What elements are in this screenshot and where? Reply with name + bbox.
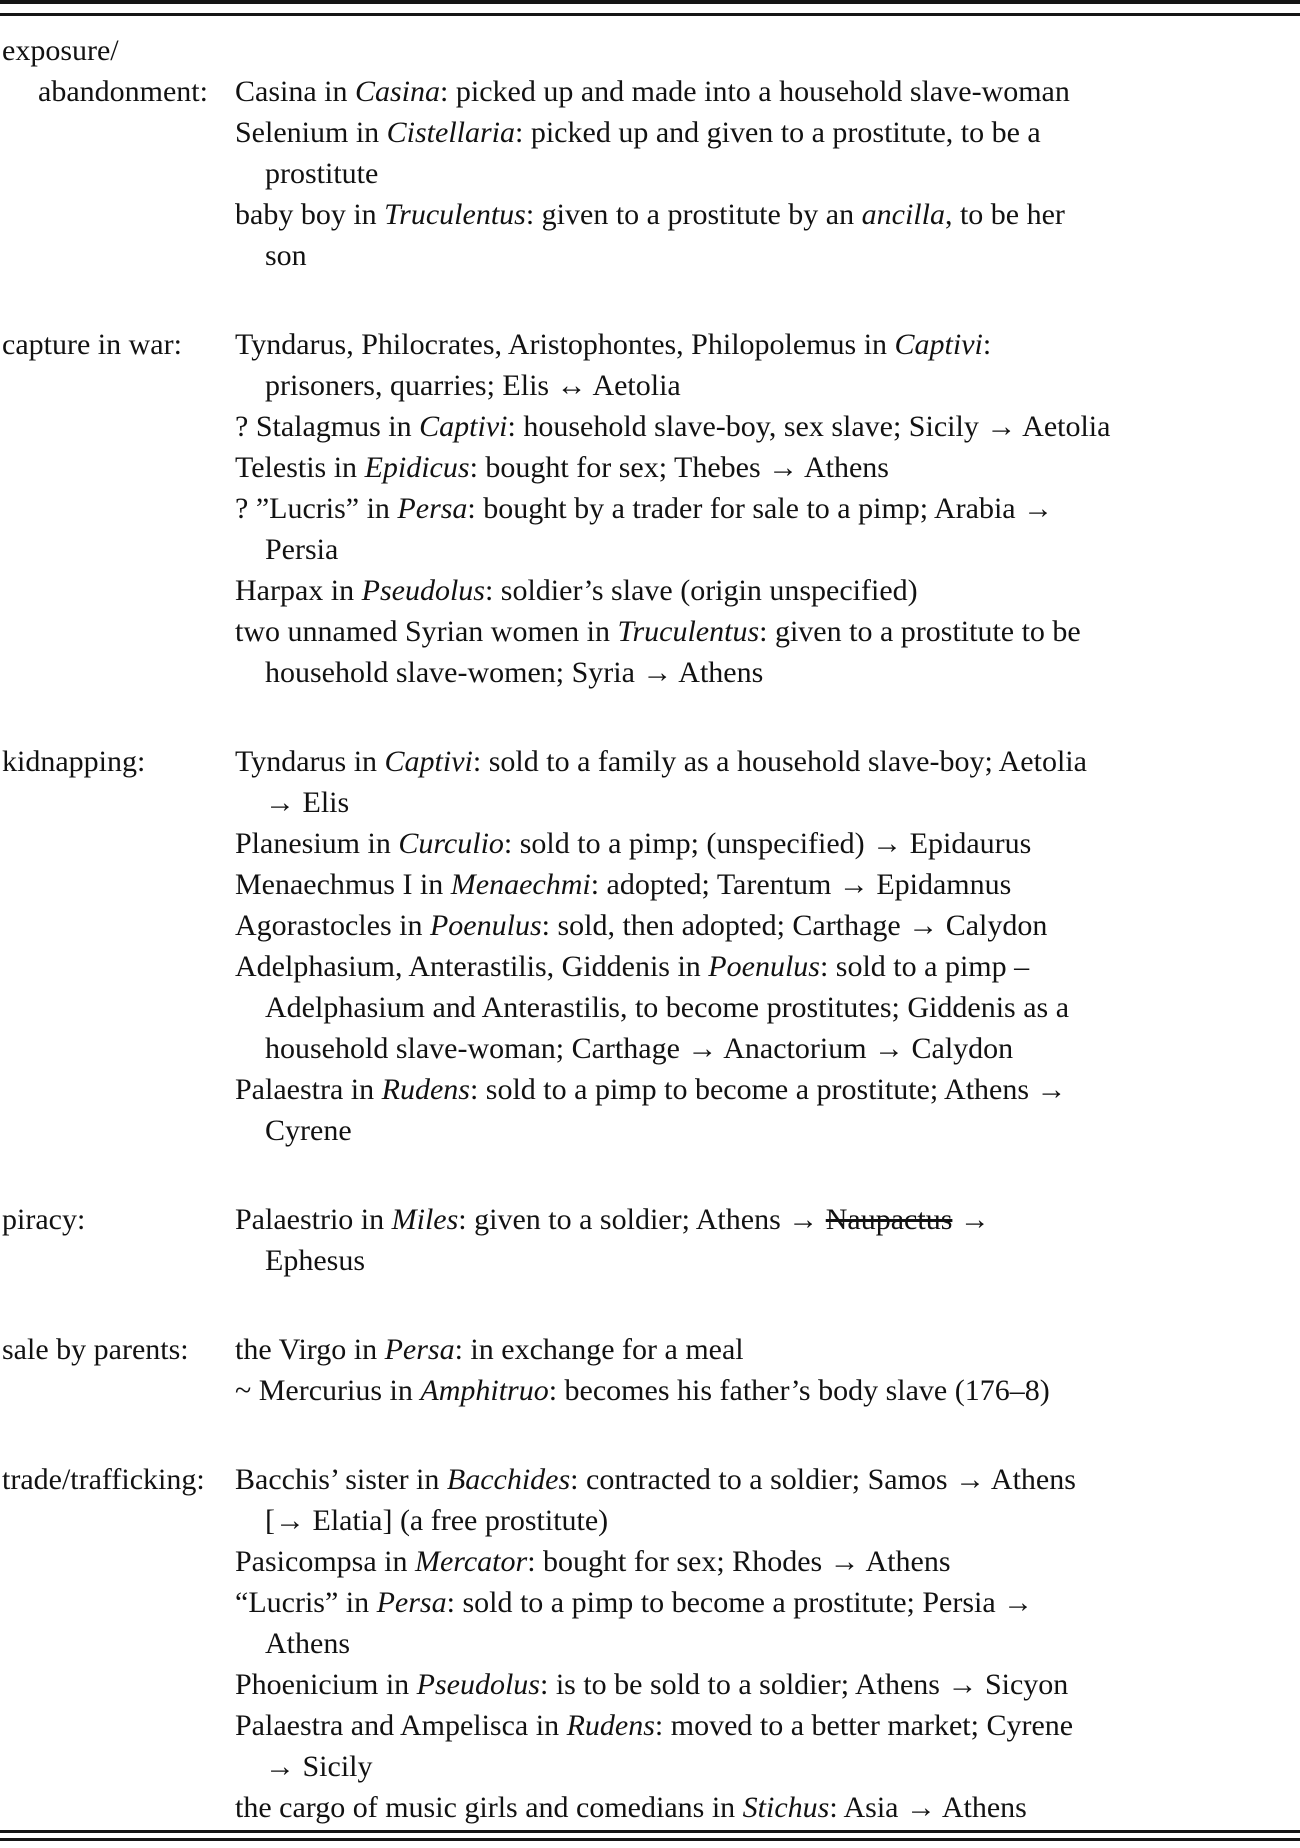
- entry-line: [235, 652, 1300, 693]
- entry-line: [235, 1199, 1300, 1240]
- text-segment: : household slave-boy, sex slave; Sicily → Aetolia: [507, 410, 1111, 443]
- text-segment: → Sicily: [265, 1750, 373, 1783]
- entry-line: [235, 864, 1300, 905]
- text-segment: : sold to a pimp to become a prostitute; Persia →: [446, 1586, 1034, 1619]
- text-segment: the cargo of music girls and comedians in: [235, 1791, 743, 1824]
- entry-line: [235, 1664, 1300, 1705]
- text-segment: : sold to a pimp to become a prostitute; Athens →: [469, 1073, 1067, 1106]
- play-title: Poenulus: [429, 909, 542, 942]
- play-title: Epidicus: [364, 451, 470, 484]
- entry-line: [235, 611, 1300, 652]
- top-rule-outer: [0, 0, 1300, 4]
- play-title: Amphitruo: [420, 1374, 549, 1407]
- category-label: trade/trafficking:: [2, 1463, 205, 1496]
- table-row: [2, 1329, 1300, 1411]
- text-segment: Menaechmus I in: [235, 868, 451, 901]
- entry-line: [235, 1746, 1300, 1787]
- text-segment: Bacchis’ sister in: [235, 1463, 447, 1496]
- text-segment: : bought by a trader for sale to a pimp; Arabia →: [467, 492, 1054, 525]
- category-label: capture in war:: [2, 328, 182, 361]
- play-title: Cistellaria: [386, 116, 516, 149]
- text-segment: Planesium in: [235, 827, 399, 860]
- entry-line: [235, 1623, 1300, 1664]
- text-segment: two unnamed Syrian women in: [235, 615, 618, 648]
- text-segment: Palaestrio in: [235, 1203, 392, 1236]
- bottom-rule-inner: [0, 1838, 1300, 1841]
- text-segment: Harpax in: [235, 574, 362, 607]
- entry-line: [235, 1705, 1300, 1746]
- text-segment: prostitute: [265, 157, 379, 190]
- entry-line: [235, 570, 1300, 611]
- text-segment: ~ Mercurius in: [235, 1374, 421, 1407]
- text-segment: household slave-woman; Carthage → Anactorium → Calydon: [265, 1032, 1014, 1065]
- table-row: [2, 71, 1300, 276]
- text-segment: : sold, then adopted; Carthage → Calydon: [541, 909, 1048, 942]
- play-title: Pseudolus: [416, 1668, 540, 1701]
- play-title: Truculentus: [384, 198, 526, 231]
- entry-line: [235, 1459, 1300, 1500]
- text-segment: Agorastocles in: [235, 909, 430, 942]
- entry-line: [235, 406, 1300, 447]
- entry-line: [235, 782, 1300, 823]
- text-segment: household slave-women; Syria → Athens: [265, 656, 764, 689]
- category-block: [2, 1459, 1300, 1828]
- play-title: Captivi: [384, 745, 473, 778]
- play-title: Captivi: [419, 410, 508, 443]
- play-title: Persa: [397, 492, 468, 525]
- play-title: Captivi: [894, 328, 983, 361]
- entry-line: [235, 741, 1300, 782]
- text-segment: son: [265, 239, 307, 272]
- category-block: [2, 1199, 1300, 1281]
- text-segment: : contracted to a soldier; Samos → Athens: [570, 1463, 1076, 1496]
- category-label-line: exposure/: [2, 34, 119, 67]
- play-title: Rudens: [381, 1073, 470, 1106]
- slavery-sources-table: [2, 30, 1300, 1848]
- text-segment: Tyndarus in: [235, 745, 385, 778]
- text-segment: , to be her: [944, 198, 1065, 231]
- text-segment: the Virgo in: [235, 1333, 385, 1366]
- category-block: [2, 30, 1300, 276]
- text-segment: : given to a prostitute to be: [759, 615, 1081, 648]
- text-segment: ? ”Lucris” in: [235, 492, 398, 525]
- text-segment: : sold to a family as a household slave-boy; Aetolia: [472, 745, 1087, 778]
- entries-column: [235, 1199, 1300, 1281]
- table-row: [2, 324, 1300, 693]
- play-title: Stichus: [742, 1791, 830, 1824]
- text-segment: “Lucris” in: [235, 1586, 377, 1619]
- text-segment: Telestis in: [235, 451, 365, 484]
- text-segment: : sold to a pimp; (unspecified) → Epidaurus: [503, 827, 1032, 860]
- struck-text: Naupactus: [825, 1203, 953, 1236]
- entry-line: [235, 235, 1300, 276]
- play-title: Truculentus: [617, 615, 760, 648]
- entry-line: [235, 1582, 1300, 1623]
- entry-line: [235, 987, 1300, 1028]
- entry-line: [235, 946, 1300, 987]
- entry-line: [235, 324, 1300, 365]
- text-segment: : soldier’s slave (origin unspecified): [484, 574, 918, 607]
- entry-line: [235, 1028, 1300, 1069]
- text-segment: Phoenicium in: [235, 1668, 417, 1701]
- text-segment: Casina in: [235, 75, 355, 108]
- entry-line: [235, 365, 1300, 406]
- text-segment: [→ Elatia] (a free prostitute): [265, 1504, 609, 1537]
- table-row: [2, 741, 1300, 1151]
- text-segment: : in exchange for a meal: [454, 1333, 744, 1366]
- play-title: Persa: [376, 1586, 447, 1619]
- category-label: piracy:: [2, 1203, 86, 1236]
- play-title: Pseudolus: [361, 574, 485, 607]
- entries-column: [235, 1459, 1300, 1828]
- text-segment: Selenium in: [235, 116, 387, 149]
- entries-column: [235, 71, 1300, 276]
- text-segment: Palaestra in: [235, 1073, 382, 1106]
- entry-line: [235, 1240, 1300, 1281]
- text-segment: Palaestra and Ampelisca in: [235, 1709, 567, 1742]
- text-segment: Adelphasium, Anterastilis, Giddenis in: [235, 950, 709, 983]
- text-segment: Pasicompsa in: [235, 1545, 415, 1578]
- text-segment: prisoners, quarries; Elis ↔ Aetolia: [265, 369, 681, 402]
- entry-line: [235, 447, 1300, 488]
- play-title: ancilla: [861, 198, 945, 231]
- text-segment: : picked up and given to a prostitute, to be a: [515, 116, 1041, 149]
- entry-line: [235, 823, 1300, 864]
- play-title: Casina: [355, 75, 441, 108]
- entry-line: [235, 1500, 1300, 1541]
- play-title: Menaechmi: [450, 868, 591, 901]
- entry-line: [235, 112, 1300, 153]
- category-label: abandonment:: [38, 75, 208, 108]
- entry-line: [235, 1787, 1300, 1828]
- entry-line: [235, 529, 1300, 570]
- play-title: Miles: [391, 1203, 459, 1236]
- entry-line: [235, 1370, 1300, 1411]
- text-segment: : bought for sex; Thebes → Athens: [469, 451, 889, 484]
- text-segment: Adelphasium and Anterastilis, to become prostitutes; Giddenis as a: [265, 991, 1070, 1024]
- text-segment: baby boy in: [235, 198, 385, 231]
- play-title: Poenulus: [708, 950, 820, 983]
- entry-line: [235, 905, 1300, 946]
- top-rule-inner: [0, 13, 1300, 16]
- text-segment: Persia: [265, 533, 339, 566]
- text-segment: :: [982, 328, 992, 361]
- play-title: Bacchides: [446, 1463, 571, 1496]
- entry-line: [235, 1110, 1300, 1151]
- text-segment: : adopted; Tarentum → Epidamnus: [590, 868, 1012, 901]
- text-segment: : sold to a pimp –: [819, 950, 1030, 983]
- category-block: [2, 1329, 1300, 1411]
- play-title: Curculio: [398, 827, 504, 860]
- category-block: [2, 324, 1300, 693]
- text-segment: Cyrene: [265, 1114, 352, 1147]
- category-label: sale by parents:: [2, 1333, 189, 1366]
- text-segment: : bought for sex; Rhodes → Athens: [527, 1545, 951, 1578]
- text-segment: → Elis: [265, 786, 350, 819]
- entries-column: [235, 741, 1300, 1151]
- entries-column: [235, 324, 1300, 693]
- text-segment: : moved to a better market; Cyrene: [654, 1709, 1074, 1742]
- text-segment: : is to be sold to a soldier; Athens → Sicyon: [539, 1668, 1069, 1701]
- entry-line: [235, 488, 1300, 529]
- text-segment: : picked up and made into a household slave-woman: [440, 75, 1070, 108]
- text-segment: : becomes his father’s body slave (176–8): [548, 1374, 1050, 1407]
- category-label: kidnapping:: [2, 745, 146, 778]
- play-title: Rudens: [566, 1709, 655, 1742]
- text-segment: ? Stalagmus in: [235, 410, 420, 443]
- entry-line: [235, 1069, 1300, 1110]
- text-segment: Tyndarus, Philocrates, Aristophontes, Philopolemus in: [235, 328, 895, 361]
- text-segment: →: [952, 1203, 990, 1236]
- play-title: Mercator: [415, 1545, 528, 1578]
- bottom-rule-outer: [0, 1830, 1300, 1833]
- text-segment: Athens: [265, 1627, 350, 1660]
- play-title: Persa: [384, 1333, 455, 1366]
- table-row: [2, 1459, 1300, 1828]
- entry-line: [235, 153, 1300, 194]
- text-segment: : given to a soldier; Athens →: [458, 1203, 826, 1236]
- table-row: [2, 1199, 1300, 1281]
- text-segment: Ephesus: [265, 1244, 365, 1277]
- text-segment: : given to a prostitute by an: [525, 198, 862, 231]
- entry-line: [235, 71, 1300, 112]
- entry-line: [235, 1541, 1300, 1582]
- entries-column: [235, 1329, 1300, 1411]
- entry-line: [235, 194, 1300, 235]
- text-segment: : Asia → Athens: [829, 1791, 1027, 1824]
- entry-line: [235, 1329, 1300, 1370]
- category-block: [2, 741, 1300, 1151]
